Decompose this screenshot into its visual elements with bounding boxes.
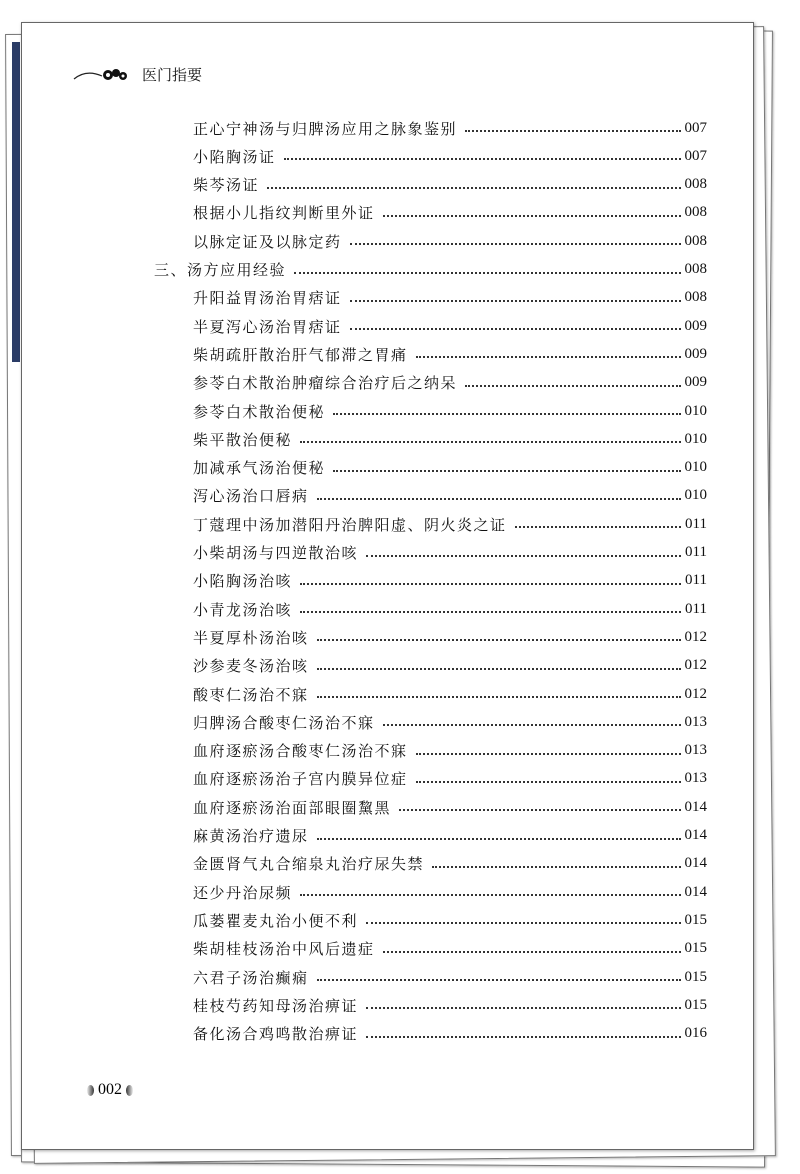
dot-leader [317, 639, 681, 641]
entry-page: 010 [684, 459, 707, 476]
entry-title: 丁蔻理中汤加潜阳丹治脾阳虚、阴火炎之证 [193, 515, 507, 534]
entry-title: 加减承气汤治便秘 [193, 459, 326, 478]
entry-page: 012 [684, 628, 707, 645]
entry-page: 010 [684, 402, 707, 419]
dot-leader [383, 724, 681, 726]
toc-entry[interactable] [193, 174, 707, 196]
dot-leader [333, 470, 680, 472]
entry-title: 升阳益胃汤治胃痞证 [193, 289, 342, 308]
entry-title: 正心宁神汤与归脾汤应用之脉象鉴别 [193, 119, 458, 138]
dot-leader [294, 272, 680, 274]
entry-page: 014 [684, 827, 707, 843]
entry-title: 柴胡桂枝汤治中风后遗症 [193, 940, 375, 959]
toc-entry[interactable] [193, 683, 707, 705]
running-header [72, 64, 202, 85]
toc-entry[interactable] [193, 485, 707, 507]
book-page [21, 22, 754, 1150]
entry-page: 009 [684, 345, 707, 362]
entry-page: 016 [684, 1025, 707, 1042]
dot-leader [317, 979, 681, 981]
bead-ornament-icon [126, 1085, 133, 1096]
entry-title: 瓜蒌瞿麦丸治小便不利 [193, 911, 359, 930]
dot-leader [416, 356, 681, 358]
entry-title: 血府逐瘀汤治子宫内膜异位症 [193, 770, 408, 789]
book-title: 医门指要 [142, 66, 203, 84]
dot-leader [350, 328, 681, 330]
dot-leader [366, 1036, 680, 1038]
toc-entry[interactable] [193, 428, 707, 450]
toc-entry[interactable] [193, 1023, 707, 1045]
toc-entry[interactable] [193, 372, 707, 394]
dot-leader [317, 668, 681, 670]
entry-page: 014 [684, 883, 707, 900]
toc-entry[interactable] [193, 825, 707, 847]
entry-page: 009 [684, 374, 707, 391]
page-number: 002 [98, 1081, 122, 1098]
entry-page: 007 [684, 119, 707, 136]
toc-entry[interactable] [193, 117, 707, 139]
entry-title: 备化汤合鸡鸣散治痹证 [193, 1025, 359, 1044]
toc-entry[interactable] [193, 881, 707, 903]
entry-title: 还少丹治尿频 [193, 883, 293, 902]
entry-page: 014 [684, 855, 707, 872]
entry-page: 015 [684, 940, 707, 957]
entry-page: 012 [684, 657, 707, 674]
entry-page: 015 [684, 911, 707, 928]
entry-page: 008 [684, 232, 707, 249]
dot-leader [300, 894, 680, 896]
entry-page: 008 [684, 289, 707, 306]
toc-entry[interactable] [193, 513, 707, 535]
entry-page: 008 [684, 176, 707, 193]
dot-leader [284, 158, 681, 160]
toc-entry[interactable] [193, 853, 707, 875]
toc-entry[interactable] [193, 598, 707, 620]
entry-page: 011 [685, 600, 707, 617]
toc-entry[interactable] [193, 230, 707, 252]
entry-title: 参苓白术散治肿瘤综合治疗后之纳呆 [193, 374, 458, 393]
toc-entry[interactable] [193, 202, 707, 224]
dot-leader [333, 413, 680, 415]
entry-title: 根据小儿指纹判断里外证 [193, 204, 375, 223]
entry-page: 013 [684, 770, 707, 787]
entry-title: 柴胡疏肝散治肝气郁滞之胃痛 [193, 345, 408, 364]
toc-entry[interactable] [193, 966, 707, 988]
entry-title: 参苓白术散治便秘 [193, 402, 326, 421]
entry-title: 桂枝芍药知母汤治痹证 [193, 996, 359, 1015]
entry-title: 血府逐瘀汤治面部眼圈黧黑 [193, 798, 392, 817]
toc-entry[interactable] [193, 909, 707, 931]
entry-title: 沙参麦冬汤治咳 [193, 657, 309, 676]
bead-ornament-icon [87, 1085, 94, 1096]
entry-page: 007 [684, 147, 707, 164]
toc-entry[interactable] [193, 287, 707, 309]
dot-leader [465, 385, 680, 387]
dot-leader [350, 300, 681, 302]
page-footer [87, 1081, 133, 1099]
toc-entry[interactable] [193, 994, 707, 1016]
entry-page: 014 [684, 798, 707, 815]
entry-page: 011 [685, 544, 707, 560]
dot-leader [317, 498, 681, 500]
entry-title: 半夏泻心汤治胃痞证 [193, 317, 342, 336]
entry-page: 011 [685, 515, 707, 532]
entry-page: 013 [684, 713, 707, 730]
toc-entry[interactable] [193, 711, 707, 733]
entry-page: 008 [684, 204, 707, 221]
toc-entry[interactable] [193, 938, 707, 960]
dot-leader [416, 781, 681, 783]
toc-entry[interactable] [193, 768, 707, 790]
dot-leader [399, 809, 680, 811]
entry-page: 015 [684, 996, 707, 1013]
entry-title: 三、汤方应用经验 [154, 261, 287, 279]
entry-title: 血府逐瘀汤合酸枣仁汤治不寐 [193, 742, 408, 761]
dot-leader [366, 1007, 680, 1009]
toc-entry[interactable] [193, 145, 707, 167]
entry-title: 柴平散治便秘 [193, 430, 293, 449]
toc-section-entry[interactable] [154, 259, 707, 281]
dot-leader [366, 922, 680, 924]
toc-entry[interactable] [193, 740, 707, 762]
entry-title: 柴芩汤证 [193, 176, 260, 195]
dot-leader [300, 441, 680, 443]
entry-page: 010 [684, 487, 707, 504]
toc-entry[interactable] [193, 570, 707, 592]
entry-title: 归脾汤合酸枣仁汤治不寐 [193, 713, 375, 732]
entry-title: 麻黄汤治疗遗尿 [193, 827, 309, 845]
entry-title: 小陷胸汤证 [193, 147, 276, 166]
dot-leader [300, 583, 681, 585]
entry-page: 012 [684, 685, 707, 702]
dot-leader [383, 215, 681, 217]
entry-title: 半夏厚朴汤治咳 [193, 628, 309, 647]
entry-title: 六君子汤治癫痫 [193, 968, 309, 987]
toc-entry[interactable] [193, 315, 707, 337]
dot-leader [366, 555, 681, 557]
toc-entry[interactable] [193, 400, 707, 422]
toc-entry[interactable] [193, 343, 707, 365]
dot-leader [383, 951, 681, 953]
entry-title: 酸枣仁汤治不寐 [193, 685, 309, 704]
dot-leader [465, 130, 680, 132]
entry-page: 015 [684, 968, 707, 985]
dot-leader [432, 866, 680, 868]
toc-entry[interactable] [193, 626, 707, 648]
entry-title: 小柴胡汤与四逆散治咳 [193, 544, 359, 562]
entry-page: 009 [684, 317, 707, 334]
entry-title: 金匮肾气丸合缩泉丸治疗尿失禁 [193, 855, 425, 874]
toc-entry[interactable] [193, 542, 707, 564]
dot-leader [416, 753, 681, 755]
entry-page: 010 [684, 430, 707, 447]
entry-page: 013 [684, 742, 707, 759]
toc-entry[interactable] [193, 655, 707, 677]
entry-title: 小青龙汤治咳 [193, 600, 293, 619]
dot-leader [300, 611, 681, 613]
entry-title: 以脉定证及以脉定药 [193, 232, 342, 251]
dot-leader [317, 838, 681, 840]
dot-leader [317, 696, 681, 698]
entry-title: 小陷胸汤治咳 [193, 572, 293, 591]
dot-leader [267, 187, 680, 189]
toc-entry[interactable] [193, 796, 707, 818]
cover-edge [12, 42, 20, 362]
cloud-ornament-icon [72, 67, 134, 83]
toc-entry[interactable] [193, 457, 707, 479]
entry-page: 008 [684, 261, 707, 277]
dot-leader [350, 243, 681, 245]
entry-page: 011 [685, 572, 707, 589]
dot-leader [515, 526, 682, 528]
entry-title: 泻心汤治口唇病 [193, 487, 309, 506]
